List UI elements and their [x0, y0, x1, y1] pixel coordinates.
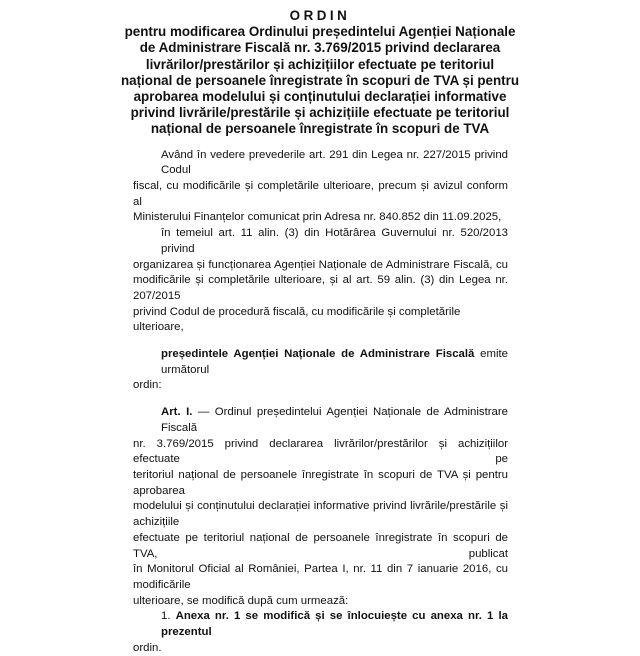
- article-line: nr. 3.769/2015 privind declararea livrărilor/prestărilor și achizițiilor efectuate pe: [133, 437, 508, 466]
- issuer-text: emite următorul: [161, 348, 508, 376]
- article-line: ulterioare, se modifică după cum urmează:: [133, 594, 349, 607]
- spacer: [133, 336, 508, 347]
- title-line: aprobarea modelului și conținutului declarației informative: [133, 89, 507, 105]
- article-line: [133, 405, 508, 436]
- preamble-line: privind Codul de procedură fiscală, cu modificările și completările ulterioare,: [133, 305, 461, 334]
- title-heading: ORDIN: [289, 8, 351, 23]
- title-line: național de persoanele înregistrate în scopuri de TVA: [150, 121, 490, 137]
- article-line: efectuate pe teritoriul național de persoanele înregistrate în scopuri de TVA, publicat: [133, 531, 508, 560]
- title-line: național de persoanele înregistrate în scopuri de TVA și pentru: [120, 72, 520, 88]
- title-line: privind livrările/prestările și achizițiile efectuate pe teritoriul: [130, 105, 510, 121]
- preamble-line: fiscal, cu modificările și completările ulterioare, precum și avizul conform al: [133, 180, 508, 208]
- article-line: modelului și conținutului declarației informative privind livrările/prestările și achizițiile: [133, 500, 508, 529]
- issuer-line: ordin:: [133, 379, 162, 392]
- article-label: Art. I.: [161, 406, 193, 419]
- title-line: de Administrare Fiscală nr. 3.769/2015 privind declararea: [139, 40, 501, 56]
- preamble-line: în temeiul art. 11 alin. (3) din Hotărârea Guvernului nr. 520/2013 privind: [161, 227, 508, 255]
- article-text: — Ordinul președintelui Agenției Naționale de Administrare Fiscală: [161, 406, 508, 434]
- title-line: livrărilor/prestărilor și achizițiilor efectuate pe teritoriul: [145, 56, 495, 72]
- article-item-1: [133, 609, 508, 640]
- article-line: teritoriul național de persoanele înregistrate în scopuri de TVA și pentru aprobarea: [133, 468, 508, 497]
- article-line: în Monitorul Oficial al României, Partea I, nr. 11 din 7 ianuarie 2016, cu modificările: [133, 563, 508, 591]
- article-item-1-cont: ordin.: [133, 641, 162, 654]
- preamble-line: organizarea și funcționarea Agenției Naționale de Administrare Fiscală, cu: [133, 258, 508, 271]
- preamble-line: modificările și completările ulterioare, și al art. 59 alin. (3) din Legea nr. 207/2015: [133, 274, 508, 302]
- preamble-line: Având în vedere prevederile art. 291 din Legea nr. 227/2015 privind Codul: [161, 148, 508, 177]
- item-text: Anexa nr. 1 se modifică și se înlocuiește cu anexa nr. 1 la prezentul: [161, 610, 508, 639]
- title-line: pentru modificarea Ordinului președintelui Agenției Naționale: [124, 24, 516, 40]
- issuer-line: [133, 347, 508, 378]
- document-body: [133, 148, 508, 656]
- issuer-name: președintele Agenției Naționale de Administrare Fiscală: [161, 348, 475, 361]
- preamble-line: Ministerului Finanțelor comunicat prin Adresa nr. 840.852 din 11.09.2025,: [133, 211, 502, 224]
- item-number: 1.: [161, 610, 176, 623]
- document-title: [110, 8, 530, 138]
